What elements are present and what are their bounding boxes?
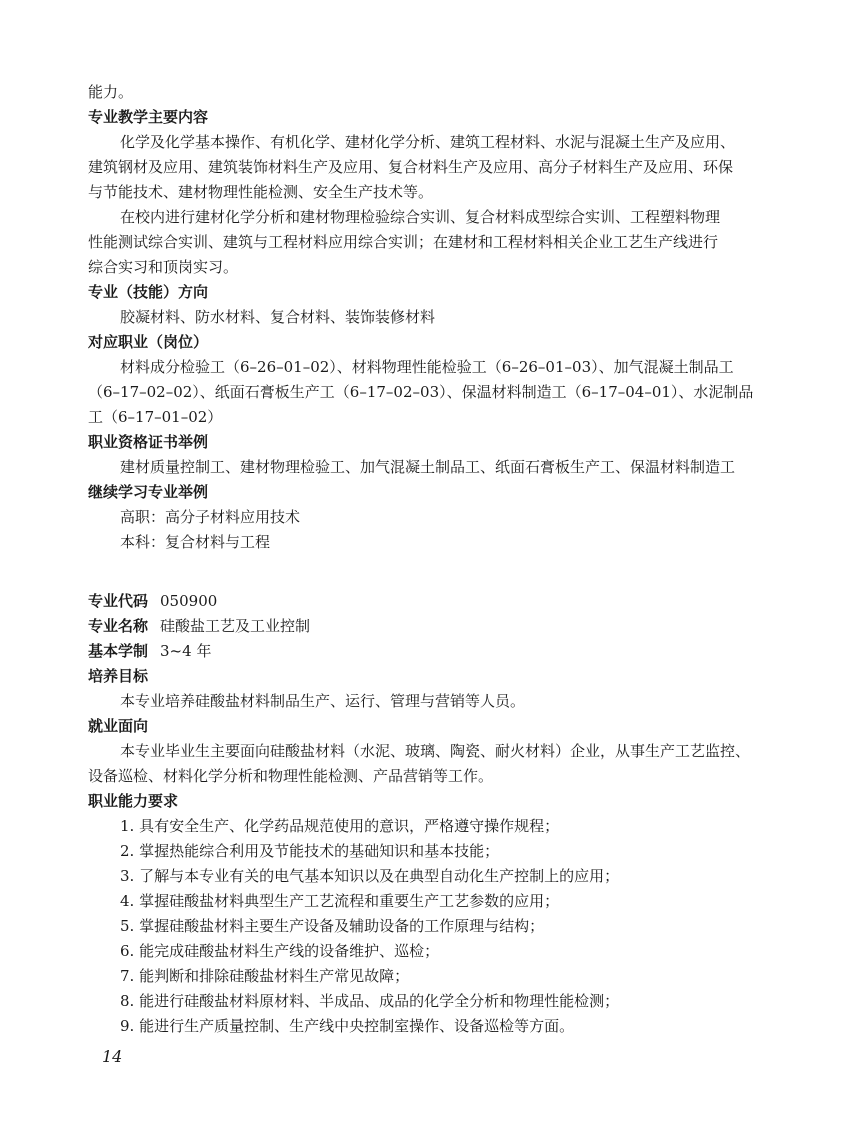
study-length-value: 3~4 年 <box>160 642 212 660</box>
practice-line: 性能测试综合实训、建筑与工程材料应用综合实训；在建材和工程材料相关企业工艺生产线进行 <box>88 233 719 251</box>
study-length-label: 基本学制 <box>88 642 149 660</box>
ability-item: 6. 能完成硅酸盐材料生产线的设备维护、巡检； <box>120 942 440 960</box>
jobs-line: 工（6–17–01–02） <box>88 408 223 426</box>
goal-heading: 培养目标 <box>88 667 149 685</box>
direction-text: 胶凝材料、防水材料、复合材料、装饰装修材料 <box>120 308 436 326</box>
teaching-line: 建筑钢材及应用、建筑装饰材料生产及应用、复合材料生产及应用、高分子材料生产及应用、环保 <box>88 158 734 176</box>
ability-item: 7. 能判断和排除硅酸盐材料生产常见故障； <box>120 967 410 985</box>
jobs-heading: 对应职业（岗位） <box>88 333 209 351</box>
major-code-row <box>88 589 780 614</box>
ability-item: 5. 掌握硅酸盐材料主要生产设备及辅助设备的工作原理与结构； <box>120 917 545 935</box>
employ-line: 本专业毕业生主要面向硅酸盐材料（水泥、玻璃、陶瓷、耐火材料）企业，从事生产工艺监控、 <box>120 742 751 760</box>
further-bachelor: 本科：复合材料与工程 <box>120 533 271 551</box>
cert-heading: 职业资格证书举例 <box>88 433 209 451</box>
major-name-value: 硅酸盐工艺及工业控制 <box>160 617 311 635</box>
direction-heading: 专业（技能）方向 <box>88 283 209 301</box>
major-name-row <box>88 614 780 639</box>
further-heading: 继续学习专业举例 <box>88 483 209 501</box>
ability-heading: 职业能力要求 <box>88 792 179 810</box>
major-name-label: 专业名称 <box>88 617 149 635</box>
ability-item: 1. 具有安全生产、化学药品规范使用的意识，严格遵守操作规程； <box>120 817 560 835</box>
teaching-line: 化学及化学基本操作、有机化学、建材化学分析、建筑工程材料、水泥与混凝土生产及应用、 <box>120 133 736 151</box>
study-length-row <box>88 639 780 664</box>
ability-item: 2. 掌握热能综合利用及节能技术的基础知识和基本技能； <box>120 842 500 860</box>
employ-heading: 就业面向 <box>88 717 149 735</box>
ability-item: 4. 掌握硅酸盐材料典型生产工艺流程和重要生产工艺参数的应用； <box>120 892 560 910</box>
major-code-label: 专业代码 <box>88 592 149 610</box>
practice-line: 在校内进行建材化学分析和建材物理检验综合实训、复合材料成型综合实训、工程塑料物理 <box>120 208 721 226</box>
section-spacer <box>88 555 780 589</box>
document-page <box>88 80 780 1039</box>
teaching-heading: 专业教学主要内容 <box>88 108 209 126</box>
employ-line: 设备巡检、材料化学分析和物理性能检测、产品营销等工作。 <box>88 767 494 785</box>
jobs-line: 材料成分检验工（6–26–01–02）、材料物理性能检验工（6–26–01–03）、加气混凝土制品工 <box>120 358 734 376</box>
paragraph-tail: 能力。 <box>88 83 134 101</box>
ability-item: 3. 了解与本专业有关的电气基本知识以及在典型自动化生产控制上的应用； <box>120 867 620 885</box>
teaching-line: 与节能技术、建材物理性能检测、安全生产技术等。 <box>88 183 434 201</box>
major-code-value: 050900 <box>160 592 218 610</box>
jobs-line: （6–17–02–02）、纸面石膏板生产工（6–17–02–03）、保温材料制造工（6–17–04–01）、水泥制品 <box>88 383 754 401</box>
ability-item: 8. 能进行硅酸盐材料原材料、半成品、成品的化学全分析和物理性能检测； <box>120 992 620 1010</box>
ability-item: 9. 能进行生产质量控制、生产线中央控制室操作、设备巡检等方面。 <box>120 1017 575 1035</box>
goal-text: 本专业培养硅酸盐材料制品生产、运行、管理与营销等人员。 <box>120 692 526 710</box>
cert-text: 建材质量控制工、建材物理检验工、加气混凝土制品工、纸面石膏板生产工、保温材料制造工 <box>120 458 736 476</box>
page-number: 14 <box>102 1047 123 1066</box>
further-higher: 高职：高分子材料应用技术 <box>120 508 301 526</box>
practice-line: 综合实习和顶岗实习。 <box>88 258 239 276</box>
